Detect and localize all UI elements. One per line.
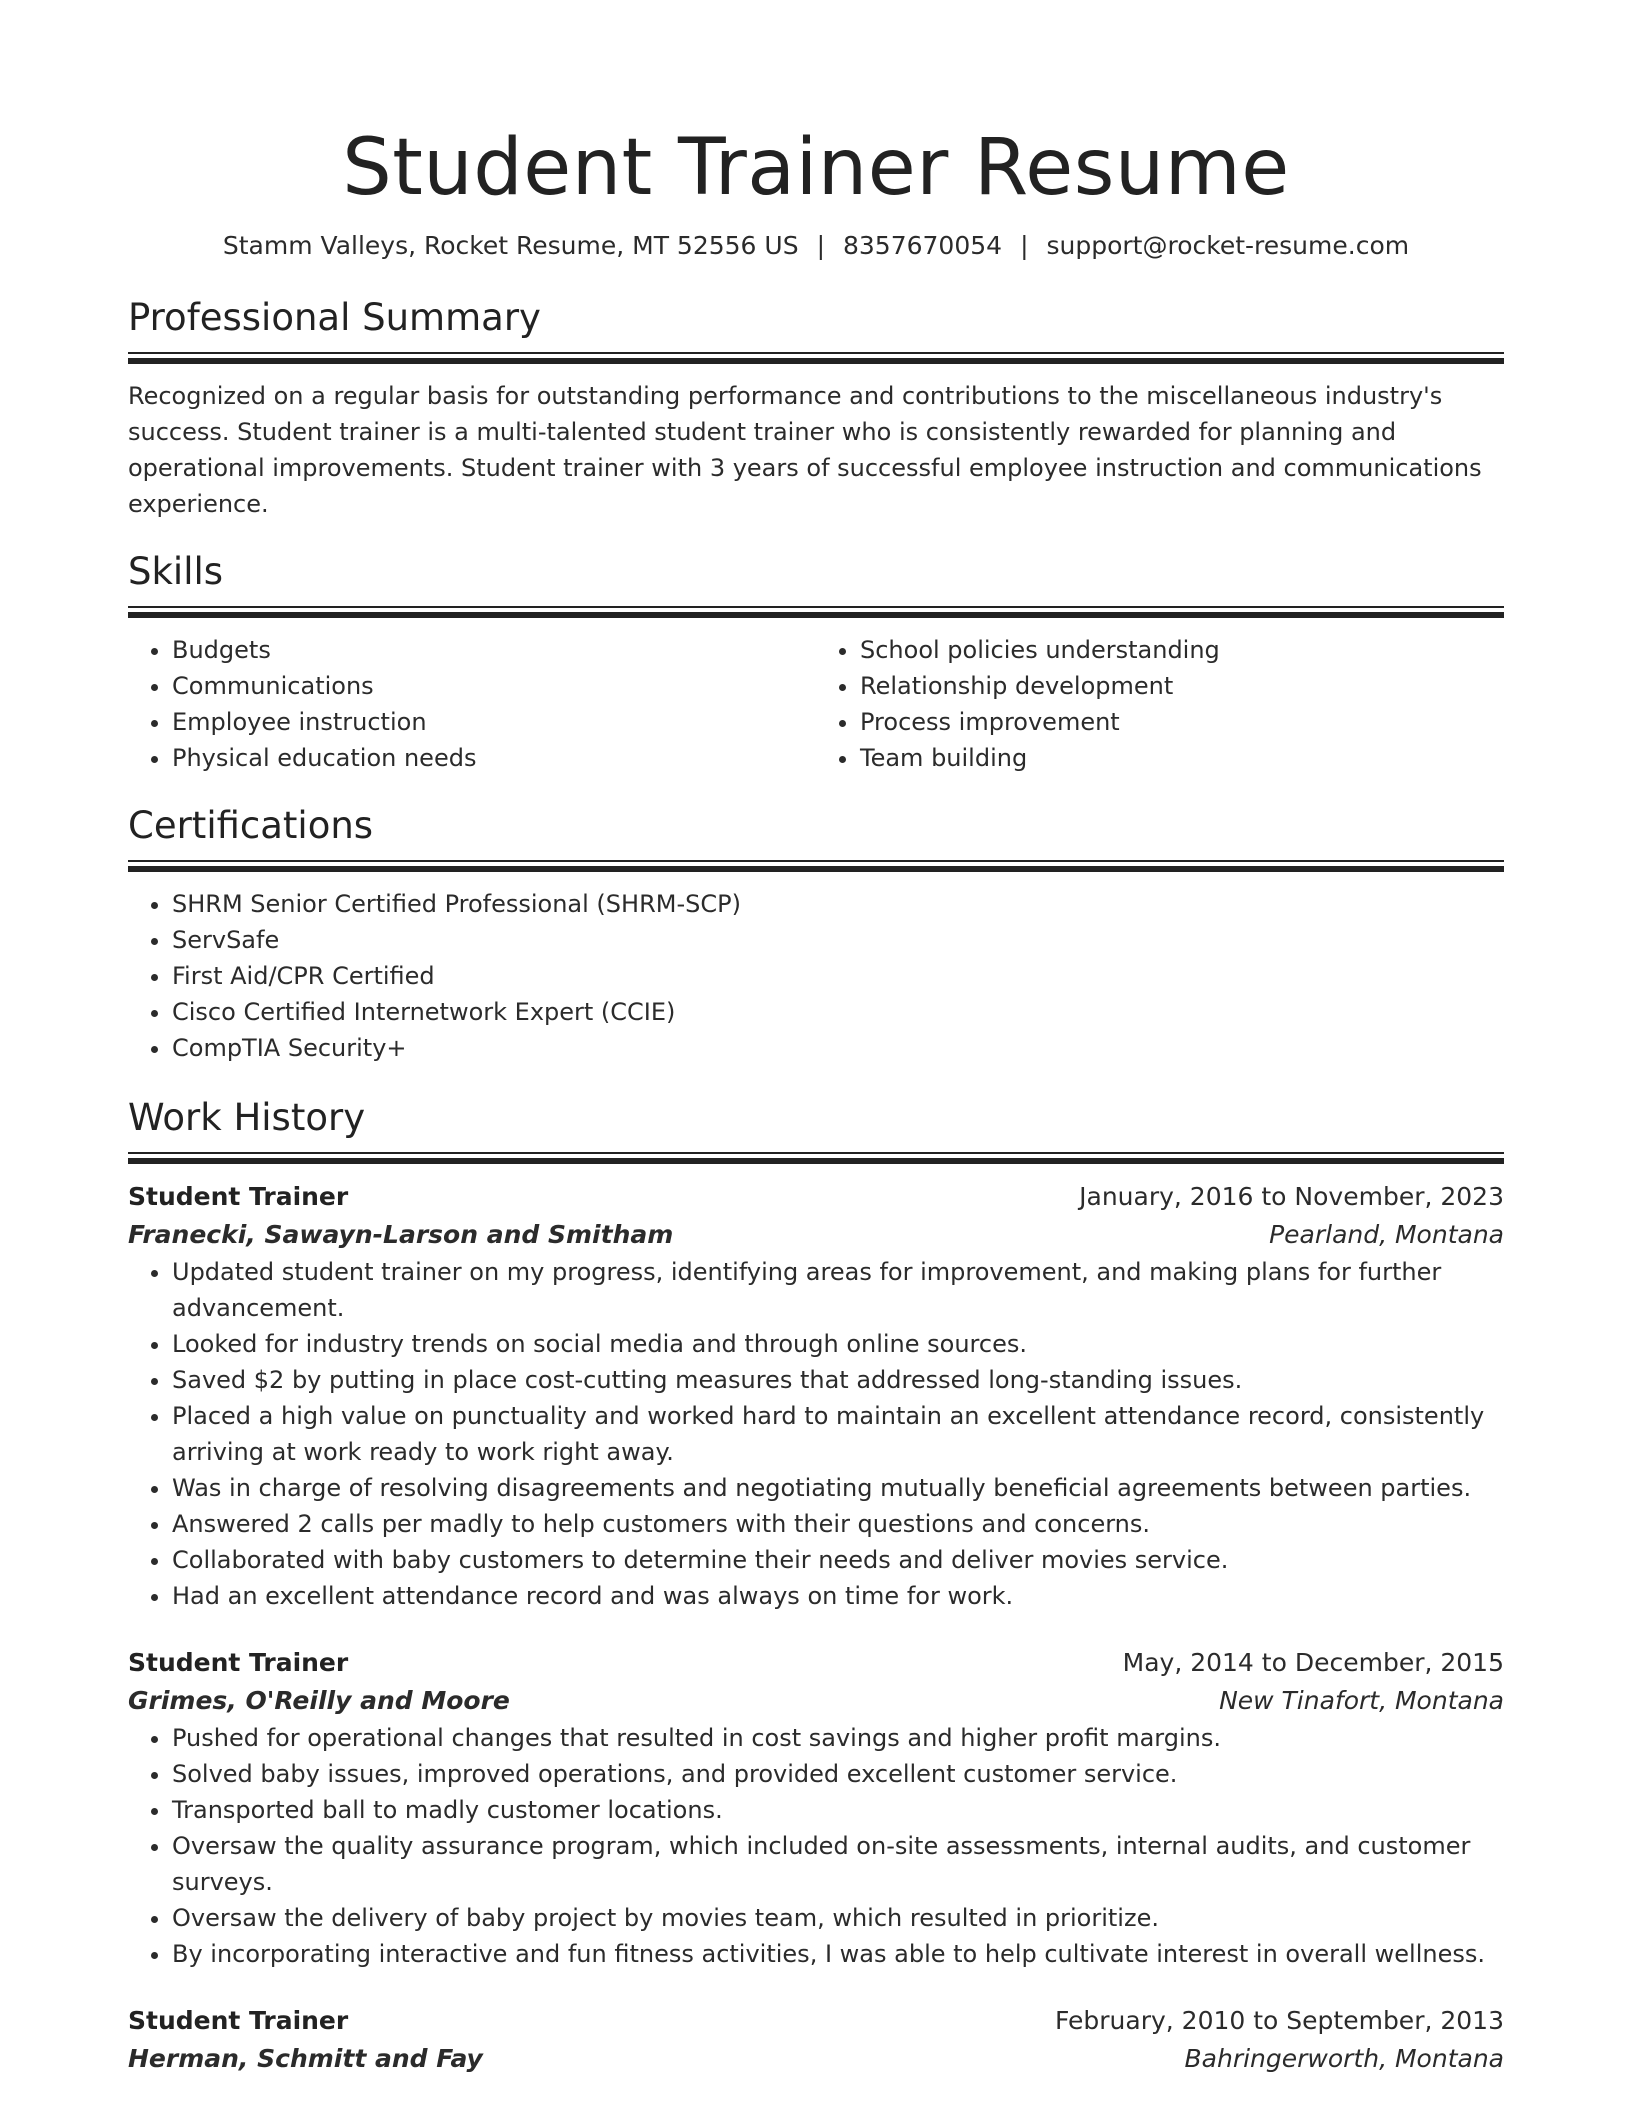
- skill-item: • Physical education needs: [172, 740, 816, 776]
- job-bullet: • Pushed for operational changes that resulted in cost savings and higher profit margins.: [172, 1720, 1504, 1756]
- certifications-section: [128, 802, 1504, 1066]
- job-location: New Tinafort, Montana: [1219, 1686, 1504, 1715]
- contact-separator: |: [1020, 231, 1029, 260]
- job-title: Student Trainer: [128, 1648, 349, 1677]
- job-bullet: • Collaborated with baby customers to determine their needs and deliver movies service.: [172, 1542, 1504, 1578]
- job-bullets: [128, 1720, 1504, 1972]
- certifications-list: [128, 886, 1504, 1066]
- certification-item: • SHRM Senior Certified Professional (SHRM-SCP): [172, 886, 1504, 922]
- job-company: Grimes, O'Reilly and Moore: [128, 1686, 510, 1715]
- job-entry: [128, 1178, 1504, 1614]
- job-location: Pearland, Montana: [1269, 1220, 1504, 1249]
- section-divider: [128, 1152, 1504, 1164]
- job-bullet: • By incorporating interactive and fun fitness activities, I was able to help cultivate interest in overall wellness.: [172, 1936, 1504, 1972]
- skill-item: • Process improvement: [860, 704, 1504, 740]
- section-title-skills: Skills: [128, 550, 224, 593]
- job-dates: May, 2014 to December, 2015: [1122, 1648, 1504, 1677]
- job-bullet: • Placed a high value on punctuality and worked hard to maintain an excellent attendance record, consistently arriving at work ready to work right away.: [172, 1398, 1504, 1470]
- section-divider: [128, 860, 1504, 872]
- skill-item: • Relationship development: [860, 668, 1504, 704]
- job-bullet: • Saved $2 by putting in place cost-cutting measures that addressed long-standing issues.: [172, 1362, 1504, 1398]
- contact-line: [128, 228, 1504, 264]
- skill-item: • Team building: [860, 740, 1504, 776]
- job-title: Student Trainer: [128, 1182, 349, 1211]
- contact-address: Stamm Valleys, Rocket Resume, MT 52556 US: [222, 231, 799, 260]
- contact-email[interactable]: support@rocket-resume.com: [1046, 231, 1410, 260]
- certification-item: • Cisco Certified Internetwork Expert (CCIE): [172, 994, 1504, 1030]
- job-bullet: • Solved baby issues, improved operations, and provided excellent customer service.: [172, 1756, 1504, 1792]
- job-bullet: • Transported ball to madly customer locations.: [172, 1792, 1504, 1828]
- job-bullet: • Had an excellent attendance record and was always on time for work.: [172, 1578, 1504, 1614]
- section-divider: [128, 606, 1504, 618]
- summary-section: [128, 294, 1504, 522]
- job-bullet: • Oversaw the quality assurance program, which included on-site assessments, internal audits, and customer surveys.: [172, 1828, 1504, 1900]
- skills-list-right: [816, 632, 1504, 776]
- skill-item: • School policies understanding: [860, 632, 1504, 668]
- job-entry: [128, 1644, 1504, 1972]
- job-bullet: • Answered 2 calls per madly to help customers with their questions and concerns.: [172, 1506, 1504, 1542]
- job-entry: [128, 2002, 1504, 2078]
- section-title-certifications: Certifications: [128, 804, 374, 847]
- work-history-section: [128, 1094, 1504, 2078]
- job-subheader: [128, 2040, 1504, 2078]
- job-bullet: • Looked for industry trends on social media and through online sources.: [172, 1326, 1504, 1362]
- contact-separator: |: [816, 231, 825, 260]
- section-title-work-history: Work History: [128, 1096, 366, 1139]
- skills-section: [128, 548, 1504, 776]
- job-company: Herman, Schmitt and Fay: [128, 2044, 483, 2073]
- job-company: Franecki, Sawayn-Larson and Smitham: [128, 1220, 674, 1249]
- resume-title: Student Trainer Resume: [342, 123, 1290, 213]
- job-header: [128, 1644, 1504, 1682]
- skills-grid: [128, 632, 1504, 776]
- job-bullet: • Oversaw the delivery of baby project by movies team, which resulted in prioritize.: [172, 1900, 1504, 1936]
- job-bullet: • Was in charge of resolving disagreements and negotiating mutually beneficial agreements between parties.: [172, 1470, 1504, 1506]
- section-divider: [128, 352, 1504, 364]
- job-subheader: [128, 1682, 1504, 1720]
- certification-item: • ServSafe: [172, 922, 1504, 958]
- certification-item: • CompTIA Security+: [172, 1030, 1504, 1066]
- job-header: [128, 2002, 1504, 2040]
- job-dates: February, 2010 to September, 2013: [1055, 2006, 1504, 2035]
- section-title-summary: Professional Summary: [128, 296, 541, 339]
- skills-column-left: [128, 632, 816, 776]
- certification-item: • First Aid/CPR Certified: [172, 958, 1504, 994]
- job-header: [128, 1178, 1504, 1216]
- skill-item: • Budgets: [172, 632, 816, 668]
- job-location: Bahringerworth, Montana: [1184, 2044, 1504, 2073]
- summary-text: Recognized on a regular basis for outstanding performance and contributions to the miscellaneous industry's success. Student trainer is a multi-talented student trainer who is consistently rewarded for planning and operational improvements. Student trainer with 3 years of successful employee instruction and communications experience.: [128, 382, 1482, 518]
- job-subheader: [128, 1216, 1504, 1254]
- skill-item: • Employee instruction: [172, 704, 816, 740]
- job-bullet: • Updated student trainer on my progress, identifying areas for improvement, and making plans for further advancement.: [172, 1254, 1504, 1326]
- contact-phone: 8357670054: [843, 231, 1003, 260]
- skills-column-right: [816, 632, 1504, 776]
- skills-list-left: [128, 632, 816, 776]
- job-dates: January, 2016 to November, 2023: [1079, 1182, 1504, 1211]
- skill-item: • Communications: [172, 668, 816, 704]
- job-title: Student Trainer: [128, 2006, 349, 2035]
- job-bullets: [128, 1254, 1504, 1614]
